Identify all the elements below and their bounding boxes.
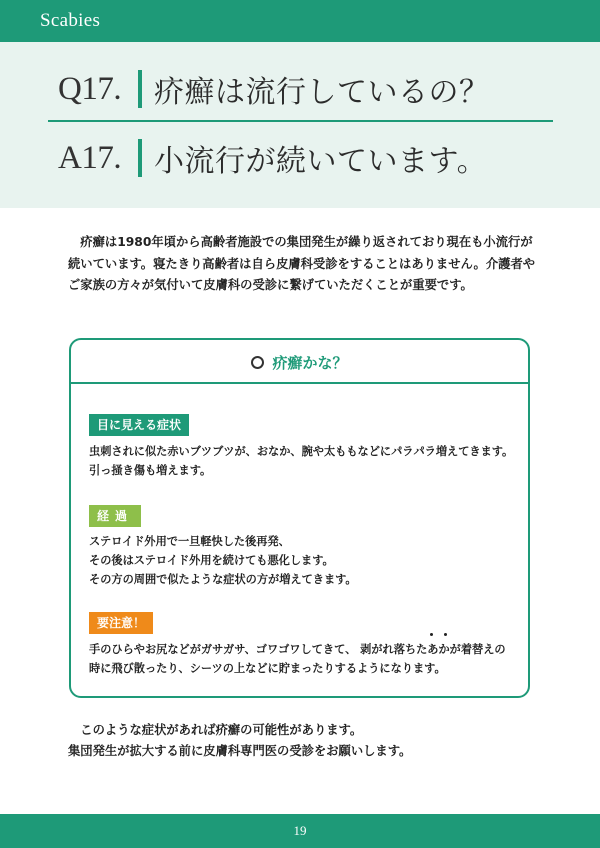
question-row — [58, 66, 490, 112]
tag-progression: 経過 — [89, 505, 141, 527]
intro-section — [68, 232, 540, 297]
caution-text — [89, 640, 519, 678]
closing-line-2: 集団発生が拡大する前に皮膚科専門医の受診をお願いします。 — [68, 744, 412, 758]
caution-line: 手のひらやお尻などがガサガサ、ゴワゴワしてきて、 剥がれ落ちたあかが着替えの — [89, 643, 506, 656]
question-text: 疥癬は流行しているの？ — [154, 75, 490, 110]
qa-divider — [48, 120, 553, 122]
top-banner — [0, 0, 600, 42]
answer-accent-bar — [138, 139, 142, 177]
card-divider — [71, 382, 528, 384]
visible-symptoms-line: 引っ掻き傷も増えます。 — [89, 464, 212, 477]
caution-line: 時に飛び散ったり、シーツの上などに貯まったりするようになります。 — [89, 662, 446, 675]
answer-text: 小流行が続いています。 — [154, 144, 488, 179]
closing-section — [68, 720, 540, 762]
closing-line-1: このような症状があれば疥癬の可能性があります。 — [80, 723, 363, 737]
progression-line: その後はステロイド外用を続けても悪化します。 — [89, 554, 334, 567]
tag-caution: 要注意！ — [89, 612, 153, 634]
answer-label: A17. — [58, 139, 122, 176]
card-title-text: 疥癬かな？ — [272, 354, 348, 372]
progression-line: その方の周囲で似たような症状の方が増えてきます。 — [89, 573, 357, 586]
emphasis-dot — [444, 633, 447, 636]
circle-icon — [251, 356, 264, 369]
progression-text — [89, 532, 519, 589]
footer-bar — [0, 814, 600, 848]
qa-header — [0, 42, 600, 208]
tag-visible-symptoms: 目に見える症状 — [89, 414, 189, 436]
symptom-card — [69, 338, 530, 698]
visible-symptoms-text — [89, 442, 519, 480]
intro-paragraph: 疥癬は1980年頃から高齢者施設での集団発生が繰り返されており現在も小流行が続いています。寝たきり高齢者は自ら皮膚科受診をすることはありません。介護者やご家族の方々が気付いて皮膚科の受診に繋げていただくことが重要です。 — [68, 235, 536, 292]
emphasis-dot — [430, 633, 433, 636]
question-accent-bar — [138, 70, 142, 108]
visible-symptoms-line: 虫刺されに似た赤いブツブツが、おなか、腕や太ももなどにパラパラ増えてきます。 — [89, 445, 514, 458]
question-label: Q17. — [58, 70, 122, 107]
page-number: 19 — [293, 823, 307, 838]
document-category-label: Scabies — [40, 10, 101, 31]
progression-line: ステロイド外用で一旦軽快した後再発、 — [89, 535, 290, 548]
card-title — [71, 352, 528, 373]
answer-row — [58, 135, 487, 181]
